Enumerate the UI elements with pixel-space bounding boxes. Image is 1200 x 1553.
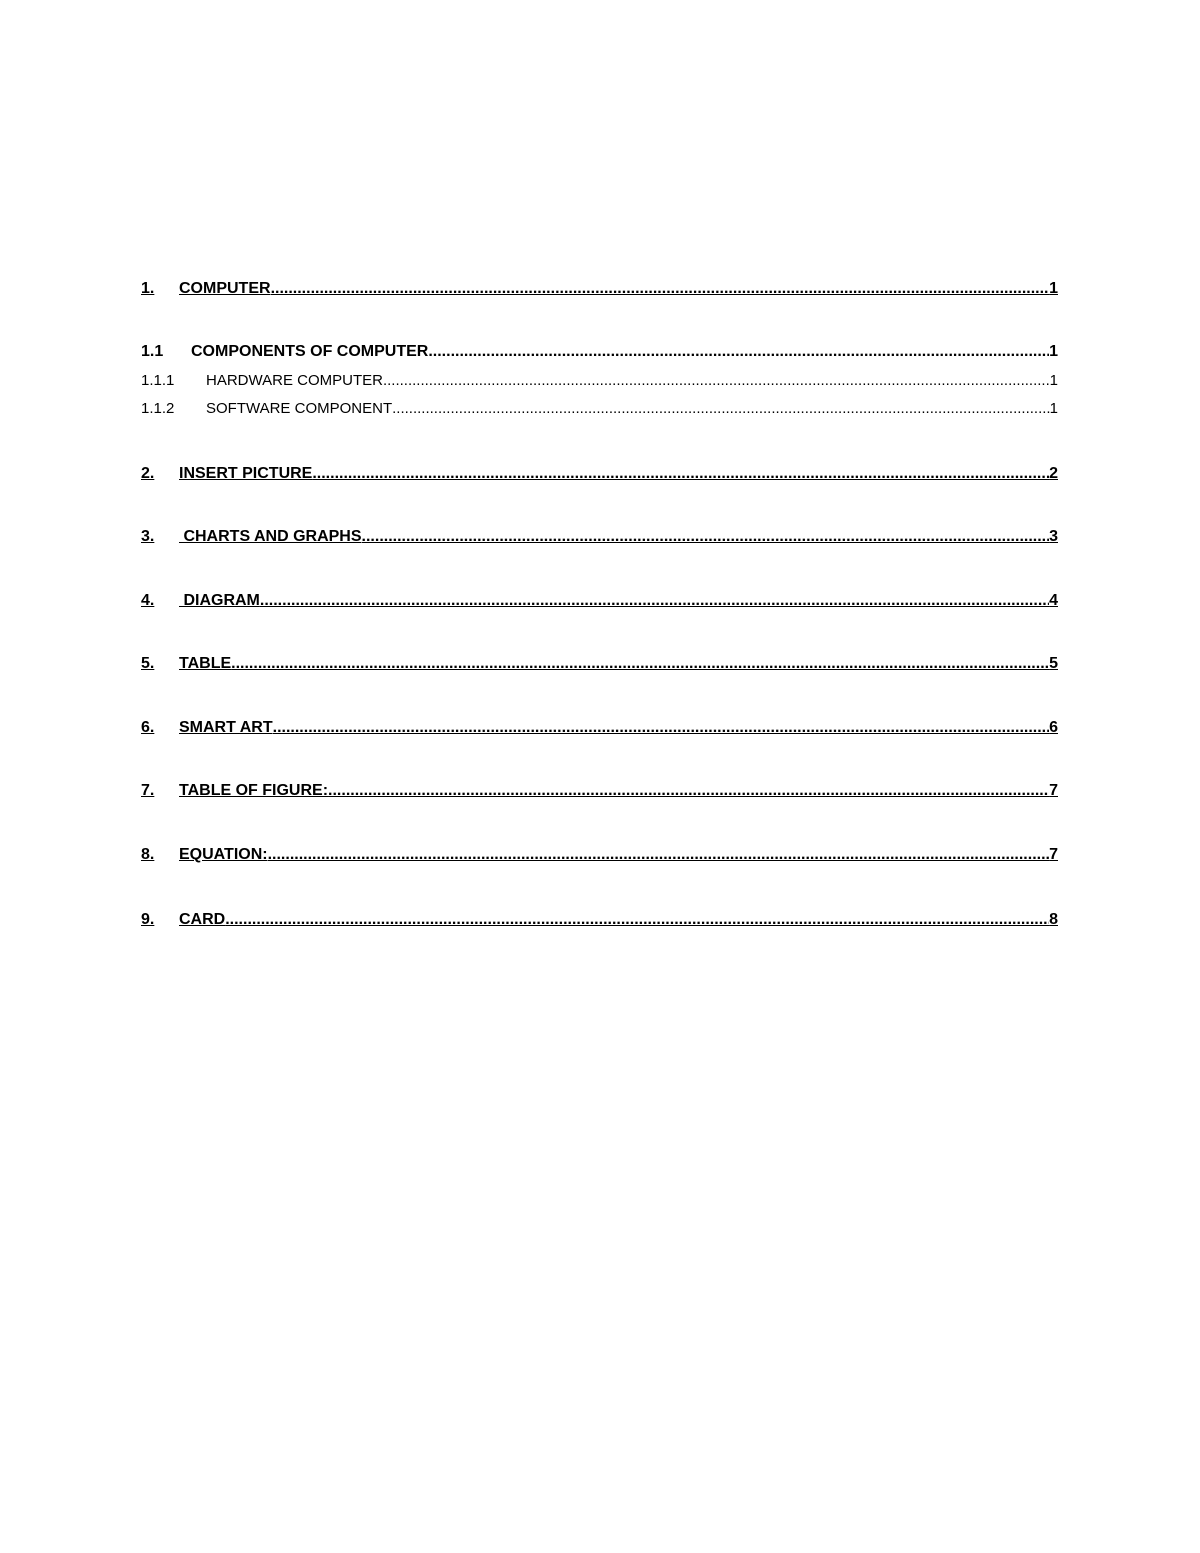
toc-page-number: 4 (1049, 592, 1058, 609)
toc-entry-number: 6. (141, 719, 155, 736)
toc-entry-label: TABLE OF FIGURE: (179, 782, 329, 799)
toc-entry-label: SOFTWARE COMPONENT (206, 400, 393, 417)
toc-page-number: 6 (1049, 719, 1058, 736)
toc-entry-label: DIAGRAM (179, 592, 260, 609)
toc-page-number: 1 (1049, 280, 1058, 297)
toc-entry-hardware-computer[interactable] (141, 372, 1058, 389)
toc-page-number: 7 (1049, 846, 1058, 863)
toc-entry-label: HARDWARE COMPUTER (206, 372, 383, 389)
toc-entry-number: 1.1.2 (141, 400, 175, 417)
toc-dot-leader (273, 719, 1049, 737)
toc-entry-label: CARD (179, 911, 226, 928)
toc-entry-table-of-figure[interactable] (141, 782, 1058, 800)
toc-entry-diagram[interactable] (141, 592, 1058, 610)
toc-page-number: 5 (1049, 655, 1058, 672)
toc-page-number: 7 (1049, 782, 1058, 799)
toc-page-number: 1 (1049, 372, 1058, 389)
toc-entry-number: 2. (141, 465, 155, 482)
toc-entry-number: 7. (141, 782, 155, 799)
toc-page-number: 1 (1049, 343, 1058, 360)
toc-entry-label: COMPUTER (179, 280, 271, 297)
toc-entry-equation[interactable] (141, 846, 1058, 864)
toc-entry-card[interactable] (141, 911, 1058, 929)
toc-dot-leader (225, 911, 1049, 929)
toc-entry-number: 1.1.1 (141, 372, 175, 389)
toc-dot-leader (392, 400, 1050, 417)
toc-entry-components-of-computer[interactable] (141, 343, 1058, 361)
toc-page-number: 8 (1049, 911, 1058, 928)
toc-entry-computer[interactable] (141, 280, 1058, 298)
toc-entry-table[interactable] (141, 655, 1058, 673)
toc-page-number: 2 (1049, 465, 1058, 482)
toc-entry-smart-art[interactable] (141, 719, 1058, 737)
toc-entry-number: 3. (141, 528, 155, 545)
toc-dot-leader (383, 372, 1050, 389)
toc-entry-insert-picture[interactable] (141, 465, 1058, 483)
toc-dot-leader (231, 655, 1049, 673)
toc-entry-label: INSERT PICTURE (179, 465, 313, 482)
toc-entry-label: COMPONENTS OF COMPUTER (191, 343, 429, 360)
toc-entry-number: 1. (141, 280, 155, 297)
toc-entry-label: TABLE (179, 655, 232, 672)
toc-entry-label: EQUATION: (179, 846, 268, 863)
toc-entry-number: 4. (141, 592, 155, 609)
toc-dot-leader (362, 528, 1050, 546)
toc-dot-leader (260, 592, 1049, 610)
toc-entry-label: SMART ART (179, 719, 273, 736)
toc-entry-number: 9. (141, 911, 155, 928)
toc-entry-number: 5. (141, 655, 155, 672)
toc-dot-leader (312, 465, 1049, 483)
toc-entry-number: 1.1 (141, 343, 164, 360)
toc-dot-leader (428, 343, 1049, 361)
toc-entry-software-component[interactable] (141, 400, 1058, 417)
toc-dot-leader (271, 280, 1050, 298)
toc-dot-leader (268, 846, 1050, 864)
toc-entry-label: CHARTS AND GRAPHS (179, 528, 362, 545)
toc-entry-number: 8. (141, 846, 155, 863)
toc-page-number: 1 (1049, 400, 1058, 417)
toc-entry-charts-and-graphs[interactable] (141, 528, 1058, 546)
toc-page-number: 3 (1049, 528, 1058, 545)
toc-dot-leader (328, 782, 1049, 800)
